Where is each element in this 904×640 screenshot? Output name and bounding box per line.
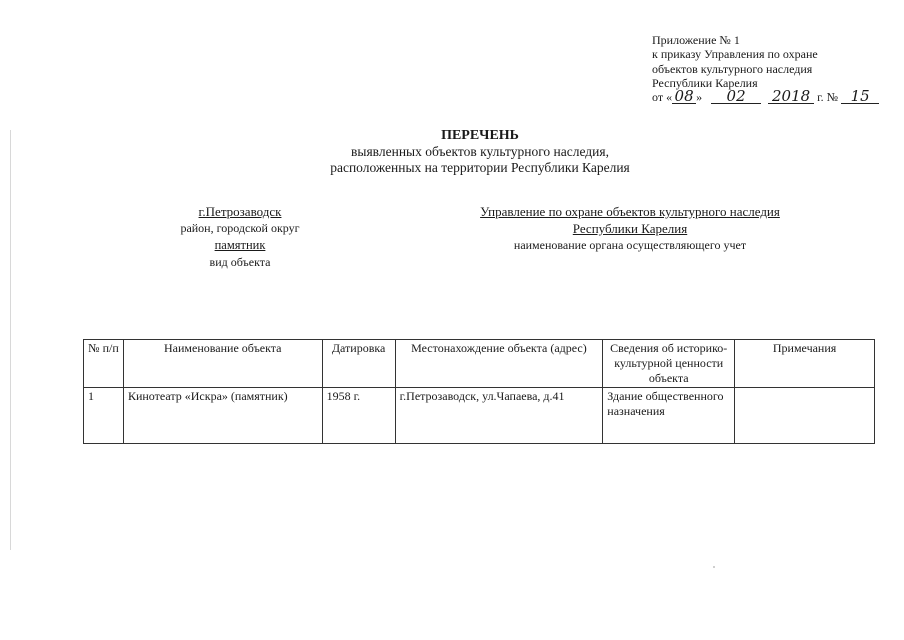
district-value: г.Петрозаводск: [198, 204, 282, 219]
header-dating: Датировка: [322, 340, 395, 388]
object-type-caption: вид объекта: [209, 255, 271, 269]
handwritten-number: 15: [841, 90, 879, 104]
appendix-line-4: Республики Карелия: [652, 75, 758, 90]
year-suffix: г. №: [817, 90, 839, 105]
scan-edge-line: [10, 130, 11, 550]
date-prefix: от «: [652, 90, 673, 105]
header-value: Сведения об историко-культурной ценности объекта: [603, 340, 735, 388]
date-day-close: »: [696, 90, 703, 105]
appendix-block: [652, 33, 892, 104]
cell-name: Кинотеатр «Искра» (памятник): [123, 388, 322, 444]
table-row: [84, 388, 875, 444]
document-title: ПЕРЕЧЕНЬ: [441, 128, 519, 143]
authority-value-line-1: Управление по охране объектов культурного наследия: [480, 204, 780, 219]
scan-speck: [713, 566, 715, 568]
object-type-value: памятник: [214, 238, 266, 252]
handwritten-year: 2018: [768, 90, 814, 104]
district-caption: район, городской округ: [180, 221, 300, 235]
document-heading: [200, 128, 760, 176]
cell-dating: 1958 г.: [322, 388, 395, 444]
document-subtitle-1: выявленных объектов культурного наследия,: [351, 144, 609, 159]
handwritten-day: 08: [672, 90, 696, 104]
appendix-line-3: объектов культурного наследия: [652, 61, 813, 76]
appendix-line-2: к приказу Управления по охране: [652, 47, 818, 62]
table-header-row: [84, 340, 875, 388]
cell-location: г.Петрозаводск, ул.Чапаева, д.41: [395, 388, 603, 444]
header-name: Наименование объекта: [123, 340, 322, 388]
authority-value-line-2: Республики Карелия: [572, 221, 688, 236]
cell-num: 1: [84, 388, 124, 444]
appendix-date-line: [652, 87, 892, 106]
header-notes: Примечания: [735, 340, 875, 388]
document-subtitle-2: расположенных на территории Республики Карелия: [330, 160, 630, 175]
authority-caption: наименование органа осуществляющего учет: [513, 238, 747, 252]
header-num: № п/п: [84, 340, 124, 388]
cell-notes: [735, 388, 875, 444]
objects-register-table: [83, 339, 875, 444]
header-location: Местонахождение объекта (адрес): [395, 340, 603, 388]
appendix-line-1: Приложение № 1: [652, 33, 740, 47]
handwritten-month: 02: [711, 90, 761, 104]
cell-value: Здание общественного назначения: [603, 388, 735, 444]
